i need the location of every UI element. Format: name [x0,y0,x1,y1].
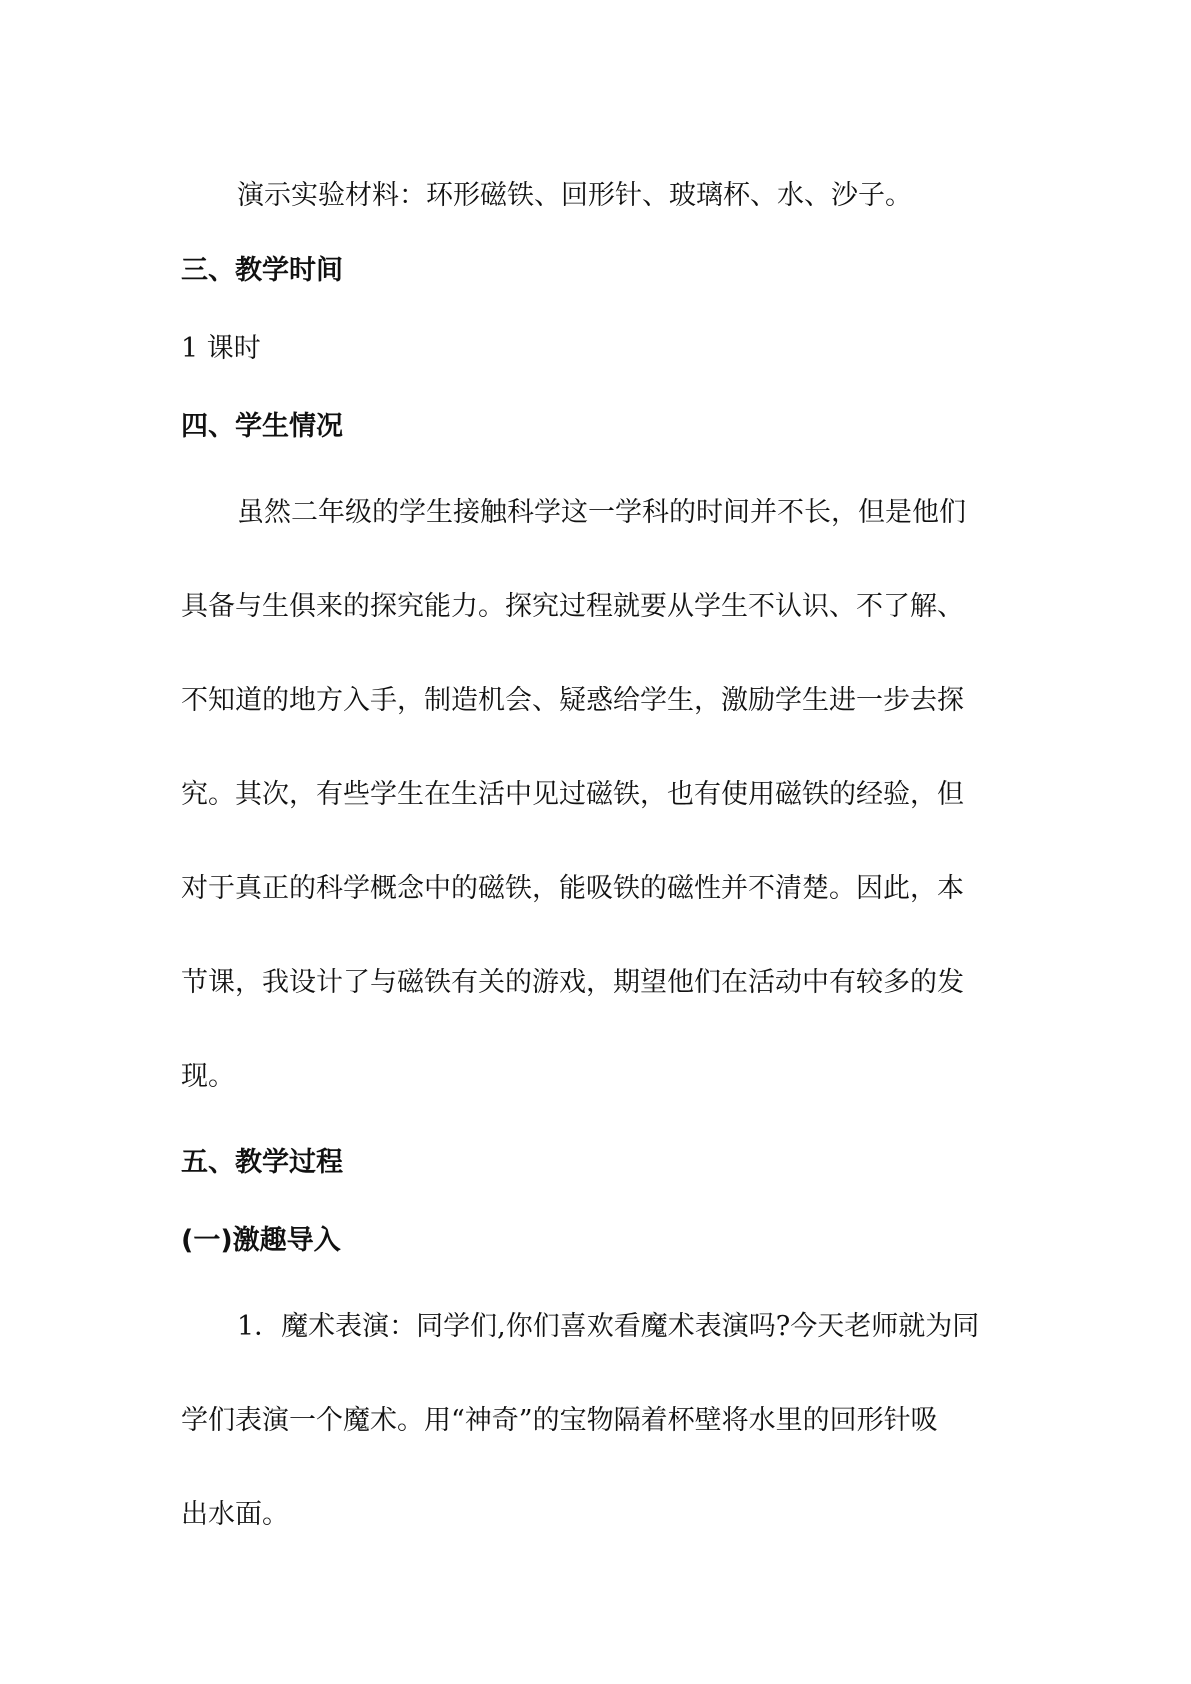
section-heading-teaching-time: 三、教学时间 [181,255,343,286]
section-heading-teaching-process: 五、教学过程 [181,1147,343,1178]
paragraph-line: 究。其次，有些学生在生活中见过磁铁，也有使用磁铁的经验，但 [181,779,964,810]
paragraph-line: 对于真正的科学概念中的磁铁，能吸铁的磁性并不清楚。因此，本 [181,873,964,904]
student-situation-paragraph [181,466,1016,1124]
teaching-time-value: 1 课时 [181,333,261,364]
paragraph-line: 不知道的地方入手，制造机会、疑惑给学生，激励学生进一步去探 [181,685,964,716]
paragraph-line: 现。 [181,1061,235,1092]
section-heading-student-situation: 四、学生情况 [181,411,343,442]
paragraph-line: 节课，我设计了与磁铁有关的游戏，期望他们在活动中有较多的发 [181,967,964,998]
paragraph-line: 学们表演一个魔术。用“神奇”的宝物隔着杯壁将水里的回形针吸 [181,1405,938,1436]
paragraph-line: 出水面。 [181,1499,289,1530]
paragraph-line: 虽然二年级的学生接触科学这一学科的时间并不长，但是他们 [237,497,966,528]
paragraph-line: 具备与生俱来的探究能力。探究过程就要从学生不认识、不了解、 [181,591,964,622]
magic-show-paragraph [181,1280,1016,1562]
paragraph-line: 1．魔术表演：同学们,你们喜欢看魔术表演吗?今天老师就为同 [237,1311,980,1342]
subsection-heading-introduction: (一)激趣导入 [181,1225,341,1256]
document-body [181,160,1016,1562]
materials-line: 演示实验材料：环形磁铁、回形针、玻璃杯、水、沙子。 [237,180,912,211]
